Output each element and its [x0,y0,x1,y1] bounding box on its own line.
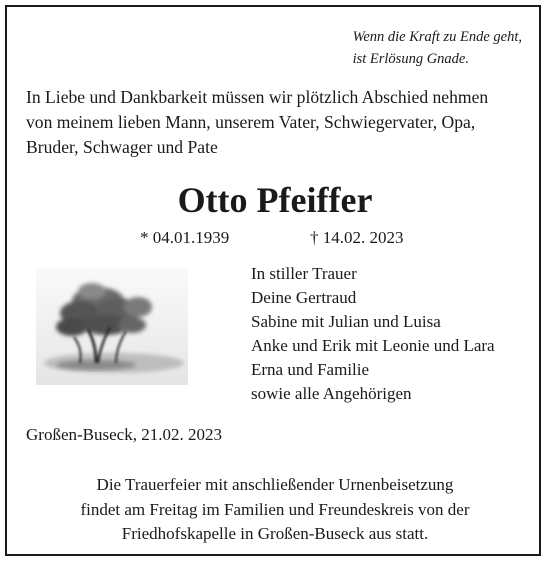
intro-text [26,85,531,160]
funeral-notice [0,473,550,547]
intro-line-2: von meinem lieben Mann, unserem Vater, Schwiegervater, Opa, [26,112,476,132]
notice-line-3: Friedhofskapelle in Großen-Buseck aus statt. [121,524,429,543]
place-and-date: Großen-Buseck, 21.02. 2023 [26,425,222,444]
intro-line-1: In Liebe und Dankbarkeit müssen wir plötzlich Abschied nehmen [26,87,489,107]
mourners-line: sowie alle Angehörigen [251,384,412,403]
birth-date: * 04.01.1939 [140,228,230,247]
motto-line-1: Wenn die Kraft zu Ende geht, [352,29,522,45]
motto-quote [353,26,522,70]
mourners-list [251,262,495,406]
mourners-line: Erna und Familie [251,360,370,379]
notice-line-1: Die Trauerfeier mit anschließender Urnenbeisetzung [96,475,454,494]
notice-line-2: findet am Freitag im Familien und Freundeskreis von der [80,499,470,519]
tree-illustration-icon [36,267,188,385]
mourners-line: Sabine mit Julian und Luisa [251,312,441,331]
deceased-name: Otto Pfeiffer [177,180,373,220]
death-date: † 14.02. 2023 [310,228,404,247]
intro-line-3: Bruder, Schwager und Pate [26,137,218,157]
mourners-line: Deine Gertraud [251,288,357,307]
mourners-line: In stiller Trauer [251,264,357,283]
motto-line-2: ist Erlösung Gnade. [352,51,469,67]
mourners-line: Anke und Erik mit Leonie und Lara [251,336,495,355]
